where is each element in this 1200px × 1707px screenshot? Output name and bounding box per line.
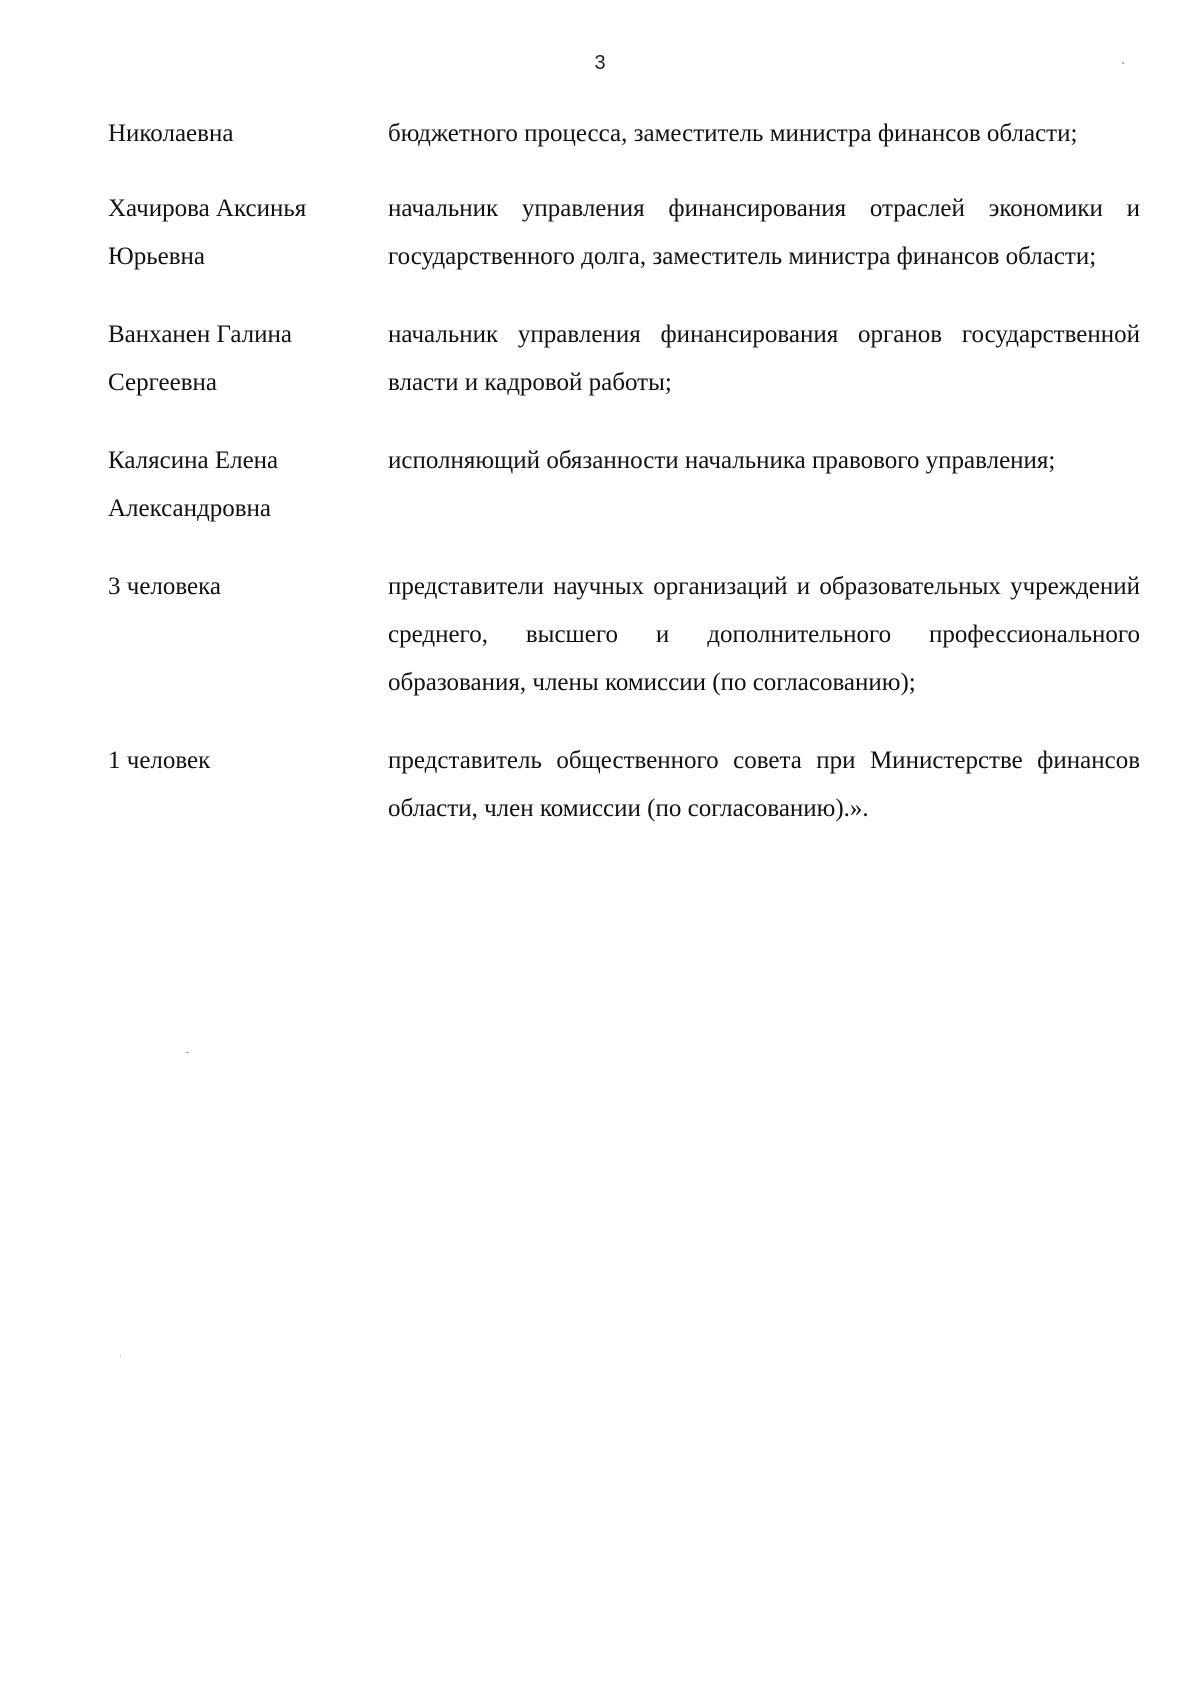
- member-role: представитель общественного совета при Министерстве финансов области, член комиссии (по согласованию).».: [388, 747, 1140, 822]
- member-name-line: Калясина Елена: [108, 447, 279, 474]
- scan-speck: [186, 1052, 189, 1053]
- member-name-line: 3 человека: [108, 573, 222, 600]
- page-number: 3: [594, 52, 606, 74]
- member-role: представители научных организаций и образовательных учреждений среднего, высшего и дополнительного профессионального образования, члены комиссии (по согласованию);: [388, 573, 1140, 696]
- member-name: [108, 311, 388, 407]
- scan-speck: [120, 1355, 121, 1357]
- member-name-line: Александровна: [108, 495, 272, 522]
- member-entry: [108, 737, 1140, 833]
- member-name-line: Николаевна: [108, 120, 234, 147]
- member-role: бюджетного процесса, заместитель министра финансов области;: [388, 120, 1078, 147]
- member-list: [108, 110, 1140, 833]
- member-name: [108, 185, 388, 281]
- member-name-line: Сергеевна: [108, 369, 217, 396]
- member-role: начальник управления финансирования органов государственной власти и кадровой работы;: [388, 321, 1140, 396]
- member-entry: [108, 185, 1140, 281]
- scan-speck: [1122, 62, 1124, 64]
- member-name: [108, 563, 388, 611]
- member-entry: [108, 311, 1140, 407]
- member-entry: [108, 437, 1140, 533]
- member-name-line: 1 человек: [108, 747, 211, 774]
- member-name-line: Ванханен Галина: [108, 321, 292, 348]
- member-name: [108, 437, 388, 533]
- member-entry: [108, 563, 1140, 707]
- member-name: [108, 110, 388, 158]
- member-name: [108, 737, 388, 785]
- member-role: начальник управления финансирования отраслей экономики и государственного долга, заместитель министра финансов области;: [388, 195, 1140, 270]
- member-entry: [108, 110, 1140, 158]
- member-name-line: Юрьевна: [108, 243, 205, 270]
- member-role: исполняющий обязанности начальника правового управления;: [388, 447, 1056, 474]
- member-name-line: Хачирова Аксинья: [108, 195, 307, 222]
